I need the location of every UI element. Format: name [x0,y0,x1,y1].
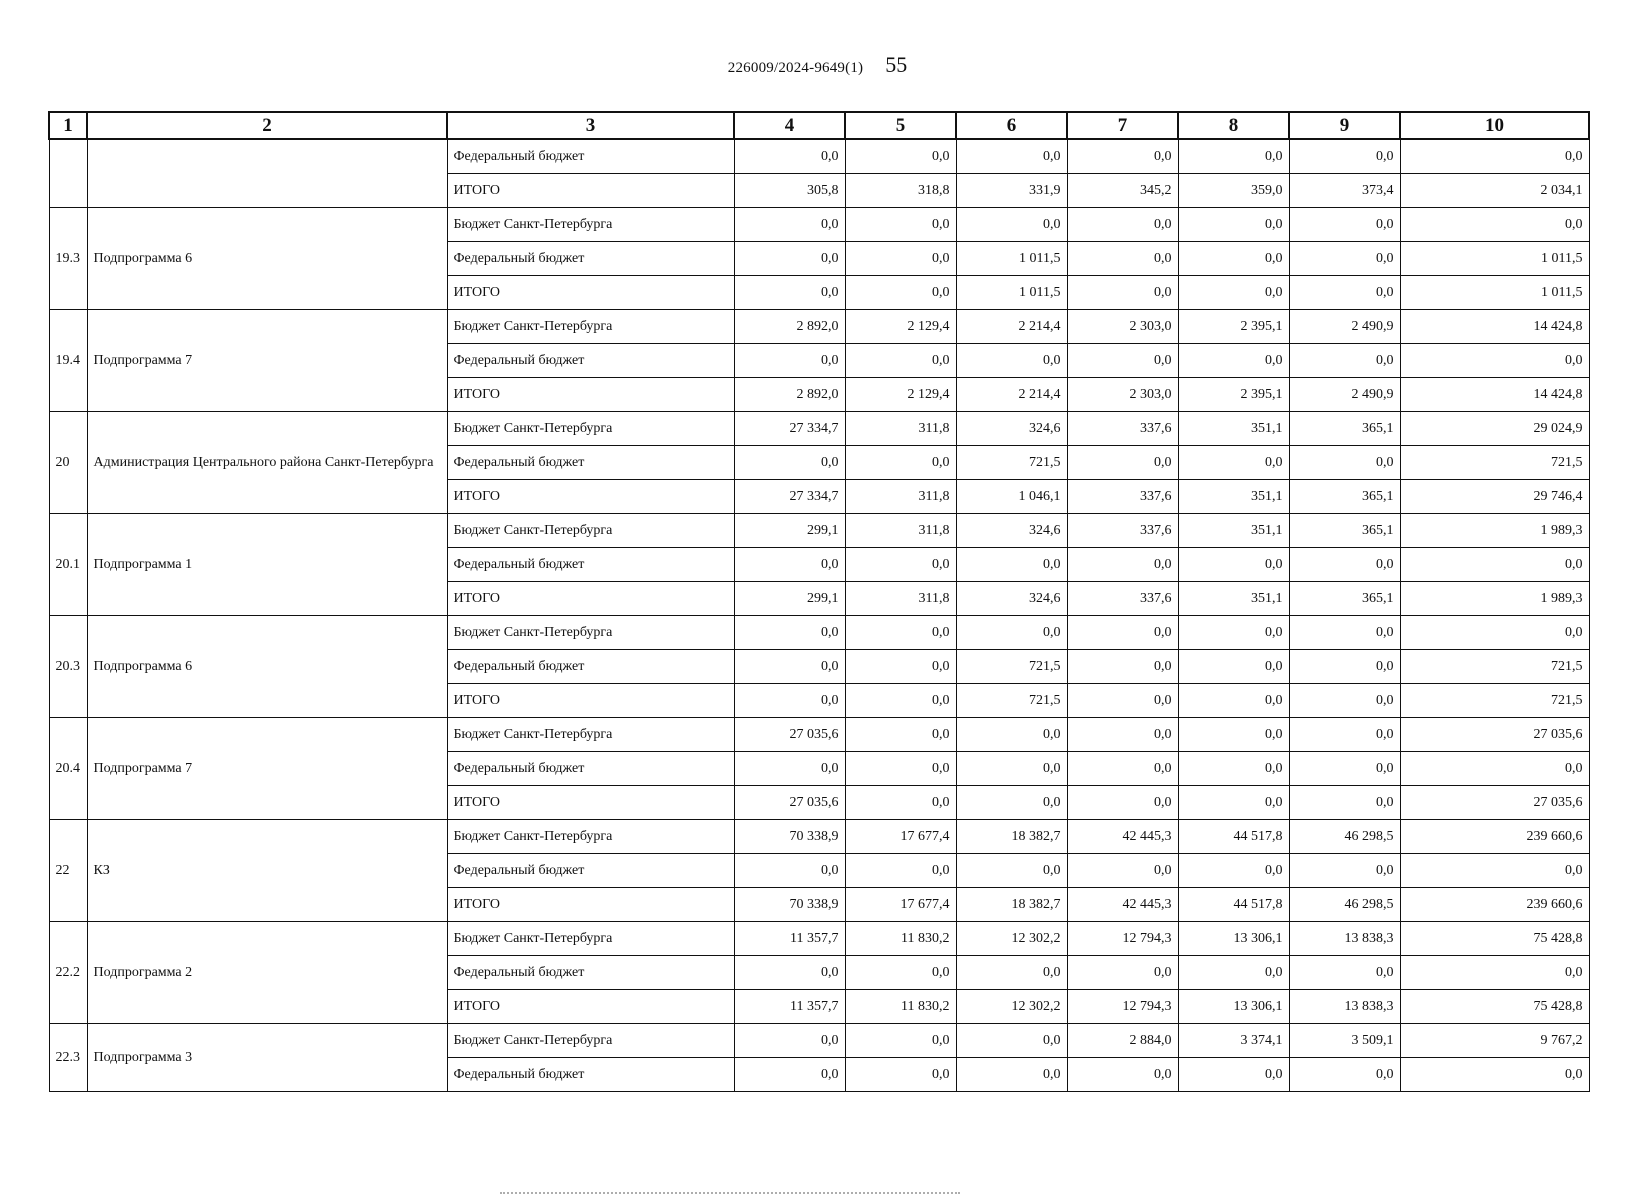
year-value: 337,6 [1067,582,1178,616]
total-value: 0,0 [1400,616,1589,650]
year-value: 365,1 [1289,514,1400,548]
year-value: 0,0 [1289,786,1400,820]
year-value: 70 338,9 [734,888,845,922]
row-code: 19.3 [49,208,87,310]
year-value: 0,0 [734,684,845,718]
year-value: 0,0 [1067,344,1178,378]
year-value: 324,6 [956,514,1067,548]
table-row [49,718,1589,752]
total-value: 9 767,2 [1400,1024,1589,1058]
year-value: 2 884,0 [1067,1024,1178,1058]
year-value: 11 357,7 [734,922,845,956]
year-value: 3 509,1 [1289,1024,1400,1058]
year-value: 18 382,7 [956,888,1067,922]
year-value: 0,0 [734,1024,845,1058]
total-value: 0,0 [1400,752,1589,786]
column-header: 5 [845,112,956,139]
row-name [87,139,447,208]
year-value: 0,0 [956,616,1067,650]
total-value: 0,0 [1400,956,1589,990]
funding-source: Бюджет Санкт-Петербурга [447,616,734,650]
column-header: 3 [447,112,734,139]
year-value: 337,6 [1067,514,1178,548]
year-value: 0,0 [1067,650,1178,684]
funding-source: Бюджет Санкт-Петербурга [447,208,734,242]
year-value: 0,0 [956,956,1067,990]
column-header: 10 [1400,112,1589,139]
year-value: 0,0 [1067,718,1178,752]
year-value: 311,8 [845,582,956,616]
total-value: 0,0 [1400,208,1589,242]
year-value: 11 830,2 [845,922,956,956]
document-header [0,52,1635,78]
year-value: 0,0 [1289,139,1400,174]
year-value: 27 334,7 [734,412,845,446]
budget-table [48,111,1590,1092]
year-value: 44 517,8 [1178,888,1289,922]
year-value: 0,0 [734,616,845,650]
year-value: 13 838,3 [1289,922,1400,956]
year-value: 0,0 [1289,752,1400,786]
table-row [49,616,1589,650]
row-code: 20.4 [49,718,87,820]
year-value: 0,0 [1289,276,1400,310]
year-value: 0,0 [845,718,956,752]
funding-source: ИТОГО [447,990,734,1024]
year-value: 365,1 [1289,412,1400,446]
year-value: 324,6 [956,412,1067,446]
total-value: 0,0 [1400,344,1589,378]
year-value: 46 298,5 [1289,888,1400,922]
funding-source: Бюджет Санкт-Петербурга [447,412,734,446]
row-name: Подпрограмма 7 [87,718,447,820]
year-value: 0,0 [845,548,956,582]
total-value: 239 660,6 [1400,820,1589,854]
total-value: 1 011,5 [1400,242,1589,276]
year-value: 0,0 [1289,650,1400,684]
year-value: 0,0 [845,208,956,242]
year-value: 17 677,4 [845,820,956,854]
year-value: 2 303,0 [1067,378,1178,412]
document-id: 226009/2024-9649(1) [727,60,864,76]
year-value: 0,0 [956,1024,1067,1058]
row-name: Подпрограмма 2 [87,922,447,1024]
year-value: 0,0 [1067,854,1178,888]
year-value: 2 395,1 [1178,310,1289,344]
year-value: 13 306,1 [1178,922,1289,956]
year-value: 0,0 [845,650,956,684]
column-header: 6 [956,112,1067,139]
row-code: 20.1 [49,514,87,616]
year-value: 0,0 [1067,752,1178,786]
year-value: 0,0 [845,344,956,378]
funding-source: Федеральный бюджет [447,242,734,276]
funding-source: Федеральный бюджет [447,446,734,480]
year-value: 345,2 [1067,174,1178,208]
row-name: Подпрограмма 7 [87,310,447,412]
year-value: 0,0 [1067,548,1178,582]
year-value: 0,0 [1178,1058,1289,1092]
year-value: 1 046,1 [956,480,1067,514]
table-row [49,820,1589,854]
year-value: 1 011,5 [956,242,1067,276]
year-value: 27 035,6 [734,718,845,752]
year-value: 299,1 [734,514,845,548]
year-value: 12 794,3 [1067,922,1178,956]
funding-source: ИТОГО [447,378,734,412]
total-value: 0,0 [1400,548,1589,582]
row-name: Подпрограмма 1 [87,514,447,616]
year-value: 1 011,5 [956,276,1067,310]
table-body [49,139,1589,1092]
year-value: 0,0 [1067,208,1178,242]
row-code: 22.3 [49,1024,87,1092]
year-value: 0,0 [1289,616,1400,650]
year-value: 721,5 [956,446,1067,480]
year-value: 12 794,3 [1067,990,1178,1024]
year-value: 365,1 [1289,582,1400,616]
funding-source: Федеральный бюджет [447,650,734,684]
year-value: 0,0 [734,208,845,242]
year-value: 0,0 [845,956,956,990]
funding-source: Бюджет Санкт-Петербурга [447,718,734,752]
year-value: 0,0 [1178,344,1289,378]
year-value: 2 129,4 [845,310,956,344]
year-value: 0,0 [1067,139,1178,174]
row-name: Администрация Центрального района Санкт-Петербурга [87,412,447,514]
year-value: 0,0 [1178,242,1289,276]
column-number-row [49,112,1589,139]
year-value: 0,0 [1178,650,1289,684]
year-value: 27 334,7 [734,480,845,514]
funding-source: Бюджет Санкт-Петербурга [447,514,734,548]
year-value: 0,0 [734,344,845,378]
total-value: 721,5 [1400,650,1589,684]
year-value: 2 303,0 [1067,310,1178,344]
table-row [49,1024,1589,1058]
year-value: 305,8 [734,174,845,208]
funding-source: Федеральный бюджет [447,1058,734,1092]
year-value: 0,0 [1289,242,1400,276]
year-value: 0,0 [956,139,1067,174]
row-name: Подпрограмма 6 [87,616,447,718]
year-value: 0,0 [1289,718,1400,752]
table-row [49,514,1589,548]
year-value: 0,0 [734,752,845,786]
column-header: 9 [1289,112,1400,139]
table-row [49,208,1589,242]
year-value: 0,0 [956,344,1067,378]
year-value: 46 298,5 [1289,820,1400,854]
year-value: 2 395,1 [1178,378,1289,412]
year-value: 2 892,0 [734,310,845,344]
year-value: 721,5 [956,650,1067,684]
year-value: 0,0 [845,242,956,276]
year-value: 42 445,3 [1067,888,1178,922]
column-header: 2 [87,112,447,139]
funding-source: ИТОГО [447,480,734,514]
year-value: 0,0 [1178,616,1289,650]
table-row [49,922,1589,956]
table-row [49,412,1589,446]
year-value: 0,0 [956,854,1067,888]
funding-source: Бюджет Санкт-Петербурга [447,922,734,956]
funding-source: ИТОГО [447,684,734,718]
year-value: 0,0 [845,616,956,650]
year-value: 27 035,6 [734,786,845,820]
year-value: 0,0 [956,752,1067,786]
year-value: 11 357,7 [734,990,845,1024]
year-value: 13 838,3 [1289,990,1400,1024]
total-value: 0,0 [1400,1058,1589,1092]
row-name: КЗ [87,820,447,922]
year-value: 0,0 [956,1058,1067,1092]
footer-scan-mark [500,1192,960,1200]
funding-source: ИТОГО [447,174,734,208]
total-value: 721,5 [1400,684,1589,718]
row-code: 20.3 [49,616,87,718]
total-value: 1 989,3 [1400,514,1589,548]
year-value: 0,0 [1178,684,1289,718]
total-value: 1 011,5 [1400,276,1589,310]
year-value: 70 338,9 [734,820,845,854]
year-value: 0,0 [1067,446,1178,480]
total-value: 721,5 [1400,446,1589,480]
year-value: 0,0 [1178,956,1289,990]
year-value: 12 302,2 [956,922,1067,956]
year-value: 2 214,4 [956,310,1067,344]
year-value: 311,8 [845,412,956,446]
year-value: 12 302,2 [956,990,1067,1024]
year-value: 324,6 [956,582,1067,616]
funding-source: Бюджет Санкт-Петербурга [447,310,734,344]
year-value: 311,8 [845,480,956,514]
page-number: 55 [885,52,908,77]
year-value: 0,0 [1289,208,1400,242]
total-value: 75 428,8 [1400,922,1589,956]
year-value: 311,8 [845,514,956,548]
year-value: 2 214,4 [956,378,1067,412]
table-row [49,310,1589,344]
year-value: 0,0 [1178,139,1289,174]
year-value: 0,0 [1067,1058,1178,1092]
year-value: 0,0 [1289,854,1400,888]
year-value: 0,0 [1178,276,1289,310]
row-name: Подпрограмма 3 [87,1024,447,1092]
year-value: 2 892,0 [734,378,845,412]
year-value: 351,1 [1178,514,1289,548]
funding-source: Бюджет Санкт-Петербурга [447,820,734,854]
year-value: 0,0 [734,276,845,310]
funding-source: Федеральный бюджет [447,344,734,378]
funding-source: Федеральный бюджет [447,548,734,582]
funding-source: Федеральный бюджет [447,752,734,786]
year-value: 13 306,1 [1178,990,1289,1024]
year-value: 0,0 [845,752,956,786]
year-value: 2 129,4 [845,378,956,412]
year-value: 0,0 [1067,786,1178,820]
year-value: 0,0 [845,854,956,888]
total-value: 0,0 [1400,854,1589,888]
year-value: 0,0 [1067,684,1178,718]
total-value: 14 424,8 [1400,378,1589,412]
year-value: 0,0 [1178,786,1289,820]
year-value: 0,0 [1178,854,1289,888]
funding-source: Федеральный бюджет [447,956,734,990]
year-value: 44 517,8 [1178,820,1289,854]
year-value: 0,0 [845,684,956,718]
table-row [49,139,1589,174]
row-code [49,139,87,208]
column-header: 8 [1178,112,1289,139]
row-name: Подпрограмма 6 [87,208,447,310]
year-value: 0,0 [734,650,845,684]
total-value: 27 035,6 [1400,786,1589,820]
year-value: 17 677,4 [845,888,956,922]
year-value: 0,0 [734,242,845,276]
column-header: 7 [1067,112,1178,139]
year-value: 0,0 [845,139,956,174]
year-value: 0,0 [1289,446,1400,480]
year-value: 0,0 [1289,1058,1400,1092]
year-value: 3 374,1 [1178,1024,1289,1058]
year-value: 0,0 [734,139,845,174]
year-value: 318,8 [845,174,956,208]
year-value: 0,0 [956,786,1067,820]
funding-source: ИТОГО [447,582,734,616]
year-value: 721,5 [956,684,1067,718]
total-value: 29 024,9 [1400,412,1589,446]
year-value: 0,0 [734,1058,845,1092]
row-code: 20 [49,412,87,514]
year-value: 0,0 [845,446,956,480]
year-value: 0,0 [1067,242,1178,276]
year-value: 373,4 [1289,174,1400,208]
year-value: 0,0 [1067,956,1178,990]
total-value: 0,0 [1400,139,1589,174]
year-value: 365,1 [1289,480,1400,514]
year-value: 18 382,7 [956,820,1067,854]
funding-source: ИТОГО [447,276,734,310]
row-code: 19.4 [49,310,87,412]
year-value: 351,1 [1178,480,1289,514]
year-value: 0,0 [734,956,845,990]
funding-source: Бюджет Санкт-Петербурга [447,1024,734,1058]
year-value: 2 490,9 [1289,378,1400,412]
year-value: 42 445,3 [1067,820,1178,854]
year-value: 0,0 [956,208,1067,242]
year-value: 0,0 [845,1024,956,1058]
year-value: 337,6 [1067,412,1178,446]
year-value: 0,0 [1067,276,1178,310]
year-value: 0,0 [1178,752,1289,786]
total-value: 27 035,6 [1400,718,1589,752]
row-code: 22.2 [49,922,87,1024]
column-header: 1 [49,112,87,139]
total-value: 239 660,6 [1400,888,1589,922]
year-value: 0,0 [1289,684,1400,718]
year-value: 2 490,9 [1289,310,1400,344]
year-value: 0,0 [734,548,845,582]
year-value: 0,0 [734,446,845,480]
year-value: 0,0 [734,854,845,888]
year-value: 0,0 [1178,548,1289,582]
year-value: 299,1 [734,582,845,616]
total-value: 2 034,1 [1400,174,1589,208]
year-value: 11 830,2 [845,990,956,1024]
funding-source: Федеральный бюджет [447,139,734,174]
year-value: 351,1 [1178,582,1289,616]
year-value: 0,0 [845,786,956,820]
column-header: 4 [734,112,845,139]
year-value: 0,0 [956,548,1067,582]
year-value: 0,0 [1289,344,1400,378]
funding-source: ИТОГО [447,888,734,922]
year-value: 0,0 [845,1058,956,1092]
year-value: 0,0 [1067,616,1178,650]
row-code: 22 [49,820,87,922]
funding-source: Федеральный бюджет [447,854,734,888]
year-value: 0,0 [956,718,1067,752]
year-value: 359,0 [1178,174,1289,208]
year-value: 351,1 [1178,412,1289,446]
year-value: 0,0 [1178,446,1289,480]
total-value: 1 989,3 [1400,582,1589,616]
year-value: 0,0 [1178,718,1289,752]
total-value: 14 424,8 [1400,310,1589,344]
total-value: 75 428,8 [1400,990,1589,1024]
year-value: 0,0 [1289,956,1400,990]
total-value: 29 746,4 [1400,480,1589,514]
year-value: 337,6 [1067,480,1178,514]
funding-source: ИТОГО [447,786,734,820]
year-value: 0,0 [1289,548,1400,582]
year-value: 0,0 [845,276,956,310]
year-value: 0,0 [1178,208,1289,242]
year-value: 331,9 [956,174,1067,208]
